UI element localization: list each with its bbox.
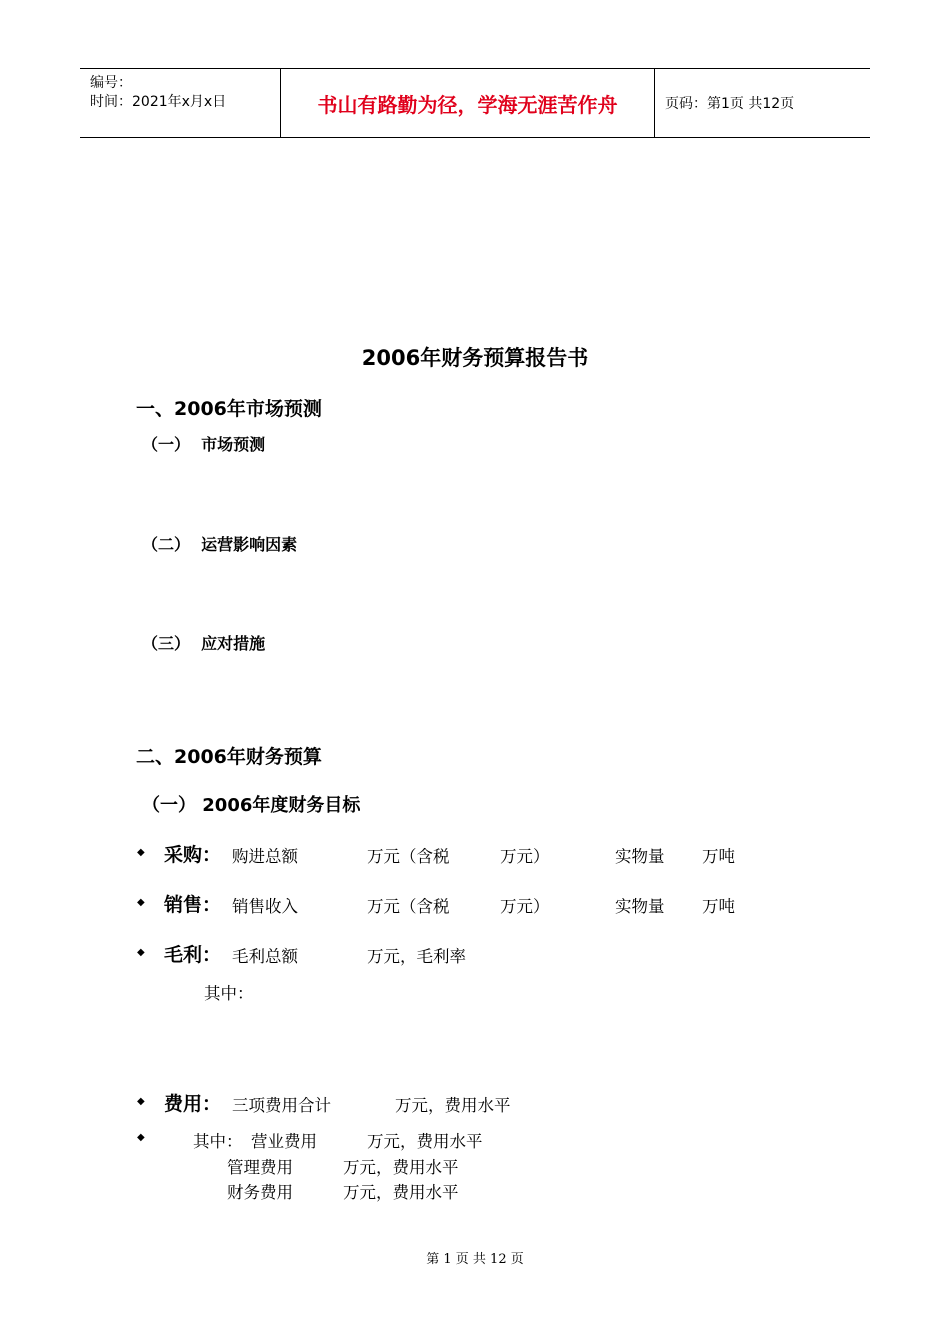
expense-c1: 三项费用合计 <box>232 1096 331 1115</box>
expense-row-name: 财务费用 <box>227 1183 293 1202</box>
expense-row-name: 营业费用 <box>251 1132 317 1151</box>
number-label: 编号： <box>90 75 132 91</box>
page-header <box>80 68 870 138</box>
expense-row-name: 管理费用 <box>227 1158 293 1177</box>
sales-c3: 万元） <box>500 897 550 916</box>
motto: 书山有路勤为径，学海无涯苦作舟 <box>317 92 618 117</box>
expense-c2: 万元，费用水平 <box>395 1096 511 1115</box>
document-title: 2006年财务预算报告书 <box>361 346 589 370</box>
section1-sub1: （一） 市场预测 <box>142 435 266 454</box>
sales-c2: 万元（含税 <box>367 897 450 916</box>
page-footer: 第 1 页 共 12 页 <box>426 1252 524 1267</box>
purchase-c2: 万元（含税 <box>367 847 450 866</box>
page-info: 页码：第1页 共12页 <box>665 96 795 112</box>
expense-row-unit: 万元，费用水平 <box>343 1183 459 1202</box>
section1-sub2: （二） 运营影响因素 <box>142 535 298 554</box>
expense-row-unit: 万元，费用水平 <box>367 1132 483 1151</box>
diamond-bullet-icon: ◆ <box>137 1132 145 1143</box>
diamond-bullet-icon: ◆ <box>137 847 145 858</box>
purchase-c4: 实物量 <box>615 847 665 866</box>
sales-c4: 实物量 <box>615 897 665 916</box>
purchase-label: 采购： <box>164 844 222 866</box>
sales-c1: 销售收入 <box>232 897 298 916</box>
profit-label: 毛利： <box>164 944 222 966</box>
profit-c2: 万元，毛利率 <box>367 947 466 966</box>
profit-c1: 毛利总额 <box>232 947 298 966</box>
expense-detail-prefix: 其中： <box>193 1132 243 1151</box>
diamond-bullet-icon: ◆ <box>137 1096 145 1107</box>
diamond-bullet-icon: ◆ <box>137 947 145 958</box>
diamond-bullet-icon: ◆ <box>137 897 145 908</box>
section2-heading: 二、2006年财务预算 <box>136 746 322 768</box>
expense-row-unit: 万元，费用水平 <box>343 1158 459 1177</box>
sales-c5: 万吨 <box>702 897 735 916</box>
header-meta <box>80 69 280 137</box>
profit-sub: 其中： <box>204 984 254 1003</box>
section1-sub3: （三） 应对措施 <box>142 634 266 653</box>
header-motto-cell <box>280 69 655 137</box>
expense-label: 费用： <box>164 1093 222 1115</box>
purchase-c5: 万吨 <box>702 847 735 866</box>
section1-heading: 一、2006年市场预测 <box>136 398 322 420</box>
purchase-c1: 购进总额 <box>232 847 298 866</box>
section2-sub1: （一） 2006年度财务目标 <box>142 795 361 816</box>
sales-label: 销售： <box>164 894 222 916</box>
time-label: 时间：2021年x月x日 <box>90 94 227 110</box>
header-page-cell <box>655 69 870 137</box>
purchase-c3: 万元） <box>500 847 550 866</box>
